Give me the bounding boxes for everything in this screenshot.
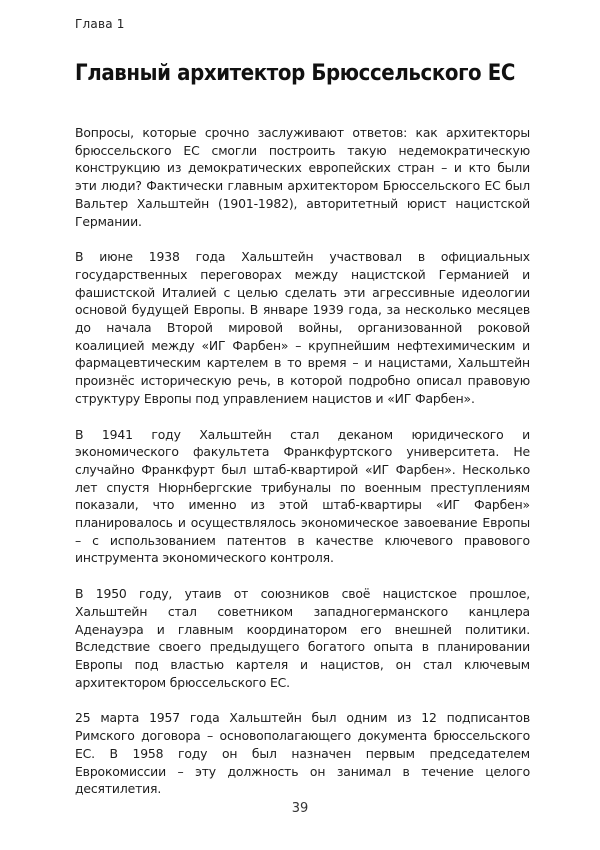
paragraph-3: В 1941 году Хальштейн стал деканом юридического и экономического факультета Франкфуртского университета. Не случайно Франкфурт был штаб-квартирой «ИГ Фарбен». Несколько лет спустя Нюрнбергские трибуналы по военным преступлениям показали, что именно из этой штаб-квартиры «ИГ Фарбен» планировалось и осуществлялось экономическое завоевание Европы – с использованием патентов в качестве ключевого правового инструмента экономического контроля.	[75, 426, 530, 566]
paragraph-5: 25 марта 1957 года Хальштейн был одним из 12 подписантов Римского договора – основополагающего документа брюссельского ЕС. В 1958 году он был назначен первым председателем Еврокомиссии – эту должность он занимал в течение целого десятилетия.	[75, 710, 530, 797]
paragraph-4: В 1950 году, утаив от союзников своё нацистское прошлое, Хальштейн стал советником западногерманского канцлера Аденауэра и главным координатором его внешней политики. Вследствие своего предыдущего богатого опыта в планировании Европы под властью картеля и нацистов, он стал ключевым архитектором брюссельского ЕС.	[75, 586, 530, 690]
paragraph-2: В июне 1938 года Хальштейн участвовал в официальных государственных переговорах между нацистской Германией и фашистской Италией с целью сделать эти агрессивные идеологии основой будущей Европы. В январе 1939 года, за несколько месяцев до начала Второй мировой войны, организованной роковой коалицией между «ИГ Фарбен» – крупнейшим нефтехимическим и фармацевтическим картелем в то время – и нацистами, Хальштейн произнёс историческую речь, в которой подробно описал правовую структуру Европы под управлением нацистов и «ИГ Фарбен».	[75, 249, 530, 406]
page-title: Главный архитектор Брюссельского ЕС	[75, 61, 515, 86]
body-text	[75, 124, 530, 816]
running-header-chapter: Глава 1	[75, 17, 125, 31]
paragraph-1: Вопросы, которые срочно заслуживают ответов: как архитекторы брюссельского ЕС смогли построить такую недемократическую конструкцию из демократических европейских стран – и кто были эти люди? Фактически главным архитектором Брюссельского ЕС был Вальтер Хальштейн (1901-1982), авторитетный юрист нацистской Германии.	[75, 125, 530, 229]
page-number: 39	[291, 801, 309, 816]
